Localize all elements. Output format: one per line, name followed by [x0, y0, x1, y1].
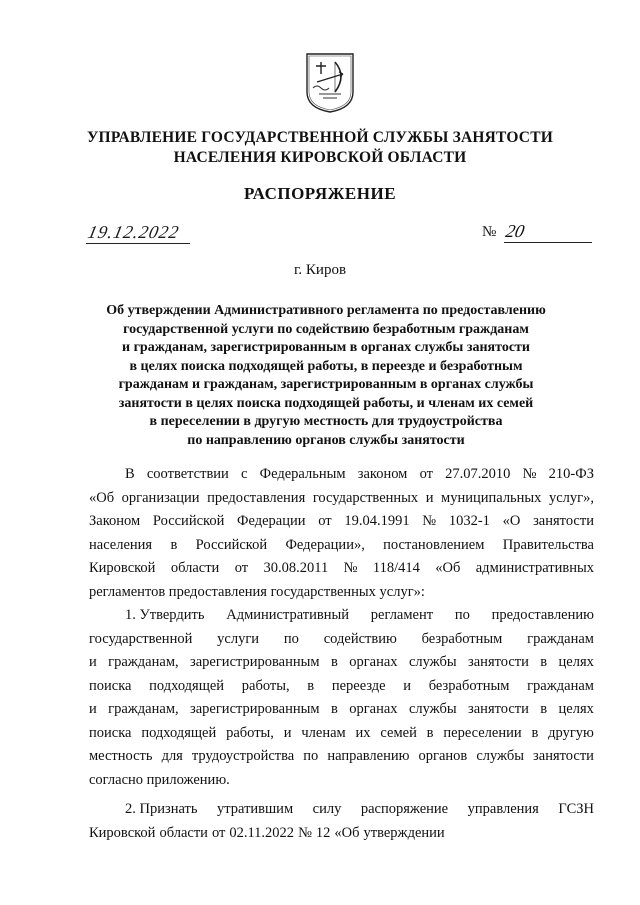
word: 02.11.2022	[229, 824, 295, 841]
word: Правительства	[502, 536, 594, 553]
word: Федеральным	[259, 466, 346, 482]
word: государственной	[89, 630, 193, 647]
word: 1032-1	[448, 513, 490, 529]
word: Федерации»,	[285, 536, 365, 553]
word: семей	[380, 724, 417, 741]
word: органов	[418, 748, 468, 764]
word: ГСЗН	[558, 801, 594, 817]
word: 118/414	[372, 560, 420, 576]
word: в	[540, 701, 548, 717]
word: №	[298, 824, 312, 841]
word: 1. Утвердить	[125, 607, 205, 623]
word: регламентов предоставления государственных услуг»:	[89, 583, 425, 600]
intro-paragraph-line	[89, 581, 594, 605]
word: Кировской	[89, 824, 156, 841]
word: в	[330, 701, 338, 717]
word: управления	[467, 801, 539, 817]
word: работы,	[241, 677, 290, 694]
item-2-paragraph-line	[89, 798, 594, 822]
item-2-paragraph-line	[89, 822, 594, 846]
word: утверждении	[363, 824, 445, 841]
intro-paragraph-line	[89, 510, 594, 534]
subject-line: в целях поиска подходящей работы, в переезде и безработным	[129, 358, 523, 374]
item-1-paragraph-line	[89, 745, 594, 769]
word: 12	[315, 824, 331, 841]
item-1-paragraph-line	[89, 698, 594, 722]
word: местность	[89, 748, 153, 764]
word: гражданам	[527, 630, 594, 647]
word: гражданам	[527, 677, 594, 694]
subject-line: государственной услуги по содействию безработным гражданам	[123, 321, 529, 337]
word: силу	[312, 801, 342, 817]
word: в	[531, 724, 539, 741]
word: безработным	[421, 630, 503, 647]
word: зарегистрированным	[190, 654, 320, 670]
city-name: г. Киров	[293, 262, 347, 278]
word: работы,	[226, 724, 274, 741]
document-date: 19.12.2022	[85, 222, 182, 242]
word: «Об	[334, 824, 360, 841]
word: занятости	[533, 748, 594, 764]
intro-paragraph-line	[89, 557, 594, 581]
word: законом	[357, 466, 408, 482]
word: организации	[121, 489, 200, 506]
word: гражданам,	[108, 701, 179, 717]
word: 2. Признать	[125, 801, 198, 817]
subject-line: занятости в целях поиска подходящей работы, и членам их семей	[118, 395, 534, 411]
item-1-paragraph-line	[89, 769, 594, 793]
word: №	[422, 513, 437, 529]
word: и	[425, 489, 434, 506]
word: поиска	[89, 677, 132, 694]
word: области	[170, 560, 220, 576]
word: от	[419, 466, 433, 482]
subject-line: и гражданам, зарегистрированным в органах службы занятости	[122, 340, 530, 355]
word: В	[125, 466, 135, 482]
intro-paragraph-line	[89, 487, 594, 511]
word: в	[540, 654, 548, 670]
word: по	[303, 748, 319, 764]
subject-line: гражданам и гражданам, зарегистрированным в органах службы	[118, 377, 534, 392]
word: их	[355, 724, 371, 741]
word: №	[343, 560, 358, 576]
word: подходящей	[149, 677, 225, 694]
word: членам	[301, 724, 346, 741]
word: утратившим	[217, 801, 294, 817]
document-type: РАСПОРЯЖЕНИЕ	[243, 184, 397, 203]
number-value: 20	[503, 221, 527, 241]
word: с	[241, 466, 248, 482]
word: предоставления	[207, 489, 306, 506]
word: и	[403, 677, 412, 694]
word: подходящей	[141, 724, 217, 741]
intro-paragraph-line	[89, 534, 594, 558]
word: предоставлению	[491, 607, 594, 623]
word: «О	[502, 513, 521, 529]
word: согласно приложению.	[89, 771, 230, 788]
word: для	[161, 748, 183, 764]
word: Административный	[226, 607, 350, 623]
number-underline	[504, 242, 592, 243]
org-line-2: НАСЕЛЕНИЯ КИРОВСКОЙ ОБЛАСТИ	[173, 149, 467, 166]
word: «Об	[89, 489, 115, 506]
item-1-paragraph-line	[89, 722, 594, 746]
word: целях	[558, 701, 594, 717]
word: в	[330, 654, 338, 670]
word: Кировской	[89, 560, 156, 576]
org-line-1: УПРАВЛЕНИЕ ГОСУДАРСТВЕННОЙ СЛУЖБЫ ЗАНЯТОСТИ	[86, 129, 553, 146]
word: занятости	[468, 701, 529, 717]
word: целях	[558, 654, 594, 670]
word: в	[170, 536, 178, 553]
word: и	[89, 701, 97, 717]
document-subject	[86, 302, 566, 450]
word: службы	[476, 748, 524, 764]
subject-line: по направлению органов службы занятости	[187, 432, 465, 448]
word: и	[89, 654, 97, 670]
word: службы	[408, 654, 457, 670]
number-label: №	[482, 224, 497, 240]
word: от	[318, 513, 332, 529]
date-underline	[86, 243, 190, 244]
word: службы	[408, 701, 457, 717]
intro-paragraph-line	[89, 463, 594, 487]
word: «Об	[435, 560, 461, 576]
word: №	[522, 466, 537, 482]
coat-of-arms-emblem	[305, 52, 355, 114]
word: постановлением	[383, 536, 485, 553]
word: 30.08.2011	[263, 560, 329, 576]
word: Федерации	[237, 513, 306, 529]
organization-name	[80, 128, 560, 168]
word: и	[283, 724, 292, 741]
subject-line: Об утверждении Административного регламента по предоставлению	[106, 303, 546, 318]
word: в	[426, 724, 434, 741]
word: содействию	[323, 630, 397, 647]
word: трудоустройства	[191, 748, 295, 764]
word: зарегистрированным	[190, 701, 320, 717]
item-1-paragraph-line	[89, 604, 594, 628]
word: Российской	[195, 536, 268, 553]
word: в	[307, 677, 315, 694]
word: услуг»,	[548, 489, 594, 506]
word: органах	[349, 654, 398, 670]
document-number	[482, 221, 592, 244]
word: переезде	[331, 677, 386, 694]
word: регламент	[370, 607, 434, 623]
word: по	[283, 630, 299, 647]
word: 210-ФЗ	[548, 466, 594, 482]
word: занятости	[533, 513, 594, 529]
word: распоряжение	[360, 801, 449, 817]
word: государственных	[312, 489, 419, 506]
word: соответствии	[146, 466, 229, 482]
word: 19.04.1991	[344, 513, 410, 529]
word: безработным	[428, 677, 510, 694]
word: другую	[548, 724, 594, 741]
word: направлению	[327, 748, 410, 764]
item-1-paragraph-line	[89, 651, 594, 675]
word: области	[159, 824, 208, 841]
word: по	[454, 607, 470, 623]
word: занятости	[468, 654, 529, 670]
document-body	[89, 463, 594, 845]
word: от	[211, 824, 226, 841]
word: административных	[475, 560, 594, 576]
subject-line: в переселении в другую местность для трудоустройства	[149, 414, 503, 429]
word: переселении	[443, 724, 522, 741]
word: муниципальных	[441, 489, 542, 506]
item-1-paragraph-line	[89, 628, 594, 652]
word: поиска	[89, 724, 132, 741]
word: услуги	[217, 630, 260, 647]
word: Законом	[89, 513, 141, 529]
word: 27.07.2010	[445, 466, 511, 482]
word: от	[234, 560, 249, 576]
word: гражданам,	[108, 654, 179, 670]
item-1-paragraph-line	[89, 675, 594, 699]
word: населения	[89, 536, 153, 553]
word: Российской	[152, 513, 225, 529]
word: органах	[349, 701, 398, 717]
